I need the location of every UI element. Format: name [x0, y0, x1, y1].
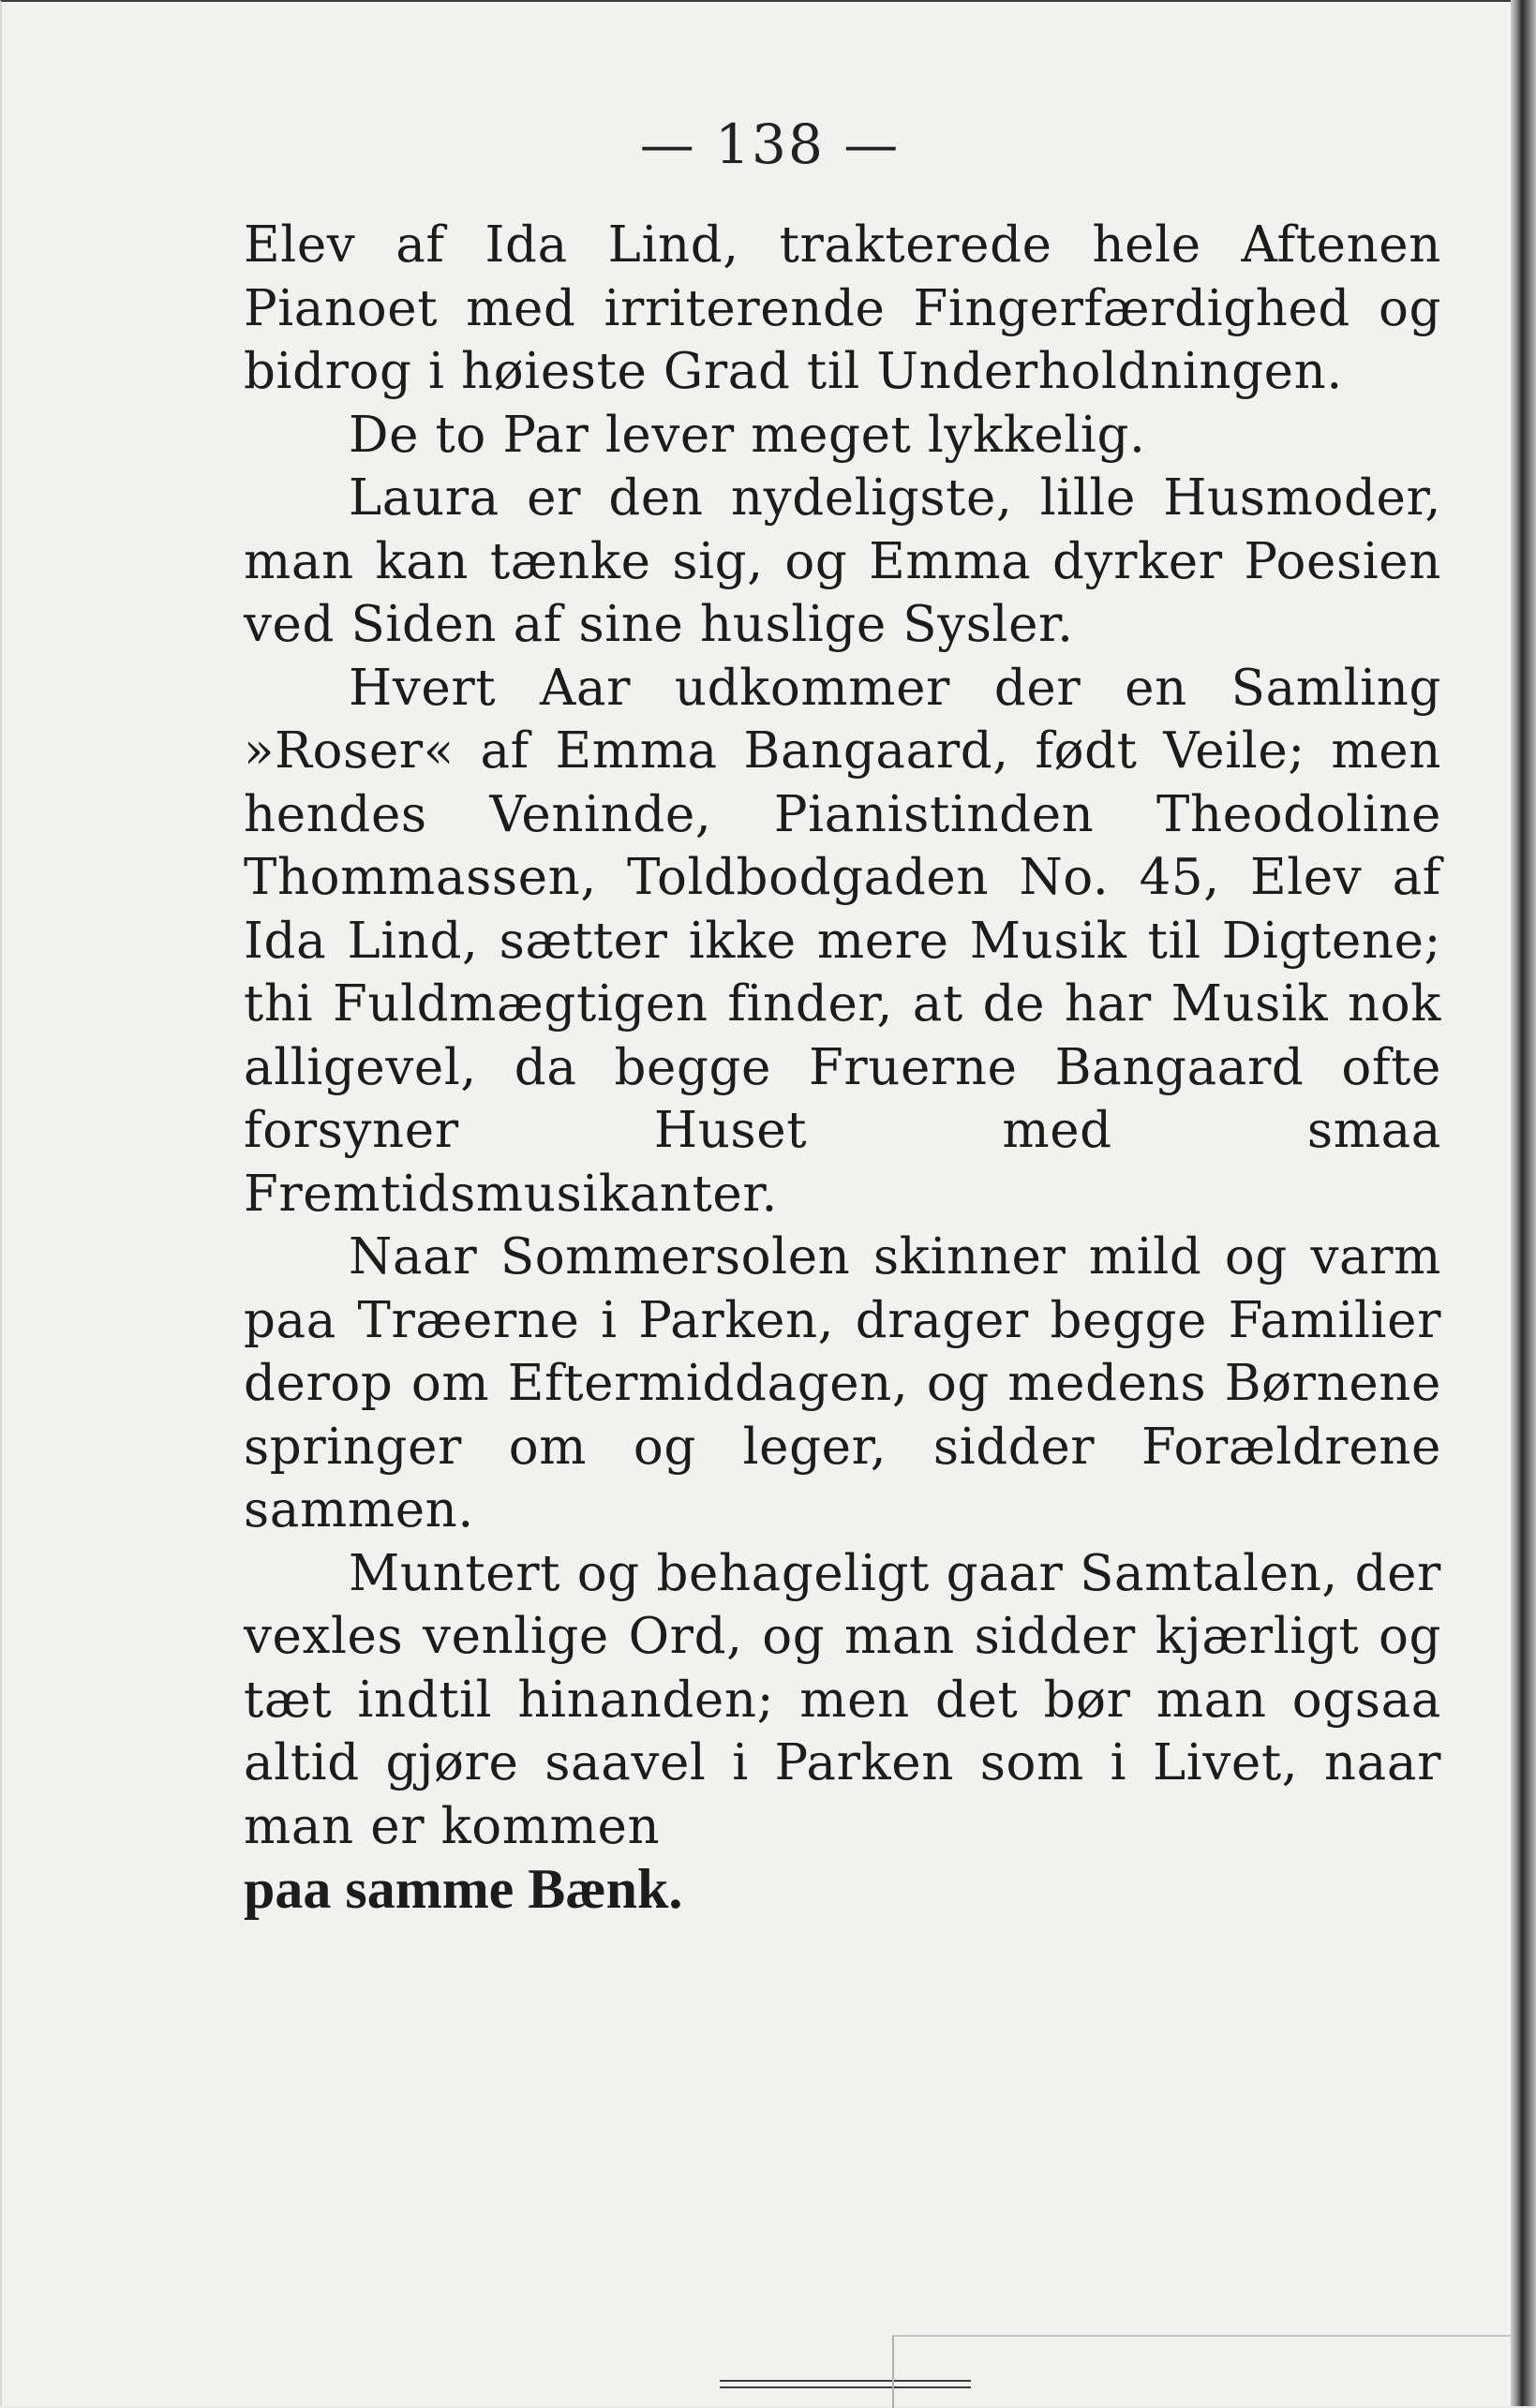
paragraph-6 — [244, 1542, 1441, 1859]
paragraph-3 — [244, 467, 1441, 657]
paragraph-2 — [244, 404, 1441, 468]
paragraph-4 — [244, 657, 1441, 1226]
paragraph-2-text: De to Par lever meget lykkelig. — [349, 406, 1146, 464]
paragraph-3-text: Laura er den nydeligste, lille Husmoder, man kan tænke sig, og Emma dyrker Poesien ved Siden af sine huslige Sysler. — [244, 469, 1441, 653]
paragraph-5 — [244, 1226, 1441, 1542]
paragraph-1 — [244, 214, 1441, 404]
scan-corner-mark — [892, 2335, 1511, 2408]
paragraph-5-text: Naar Sommersolen skinner mild og varm paa Træerne i Parken, drager begge Familier derop om Eftermiddagen, og medens Børnene springer om og leger, sidder Forældrene sammen. — [244, 1228, 1441, 1538]
closing-line — [244, 1858, 1441, 1924]
page-number: — 138 — — [639, 112, 901, 176]
body-text — [244, 214, 1441, 1924]
closing-bold-text: paa samme Bænk. — [244, 1858, 683, 1920]
paragraph-4-text: Hvert Aar udkommer der en Samling »Roser« af Emma Bangaard, født Veile; men hendes Veninde, Pianistinden Theodoline Thommassen, Toldbodgaden No. 45, Elev af Ida Lind, sætter ikke mere Musik til Digtene; thi Fuldmægtigen finder, at de har Musik nok alligevel, da begge Fruerne Bangaard ofte forsyner Huset med smaa Fremtidsmusikanter. — [244, 659, 1441, 1223]
book-spine-edge — [1511, 0, 1536, 2406]
paragraph-6-text: Muntert og behageligt gaar Samtalen, der vexles venlige Ord, og man sidder kjærligt og tæt indtil hinanden; men det bør man ogsaa altid gjøre saavel i Parken som i Livet, naar man er kommen — [244, 1544, 1441, 1855]
paragraph-1-text: Elev af Ida Lind, trakterede hele Aftenen Pianoet med irriterende Fingerfærdighed og bidrog i høieste Grad til Underholdningen. — [244, 216, 1441, 400]
